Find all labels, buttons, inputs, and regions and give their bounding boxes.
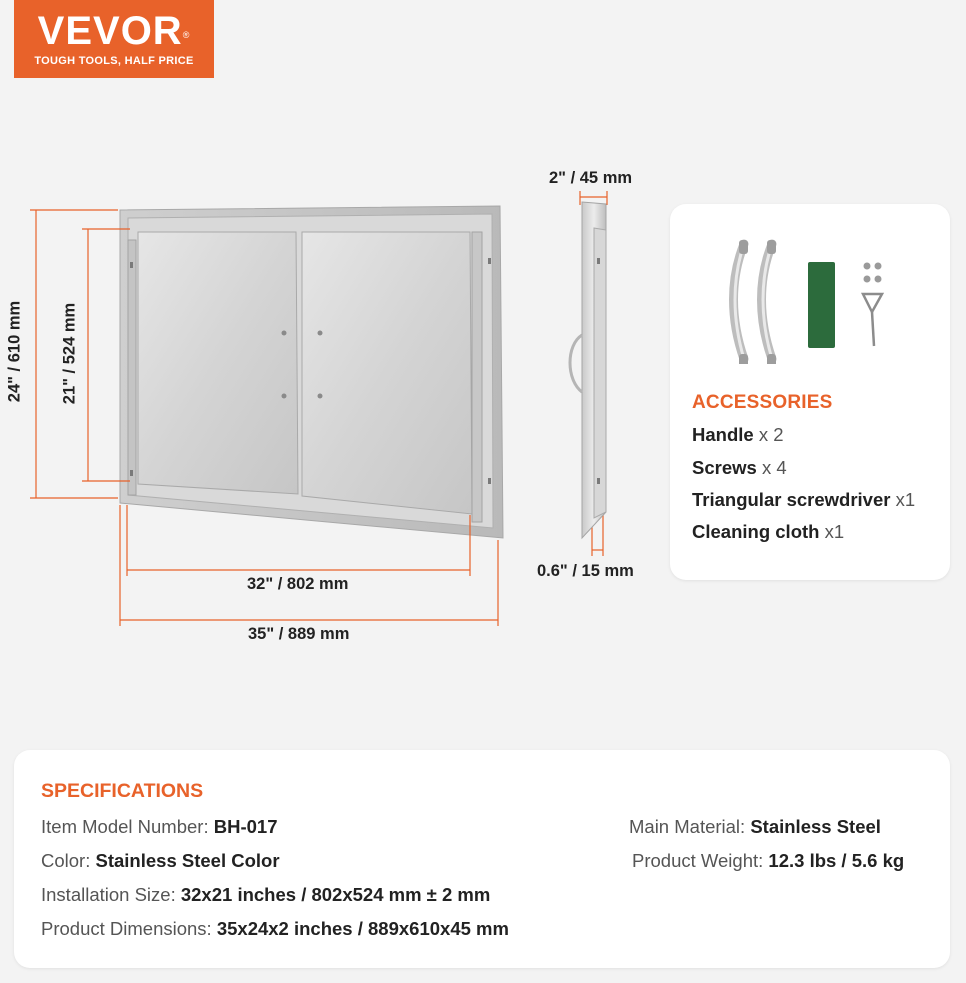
brand-tagline: TOUGH TOOLS, HALF PRICE xyxy=(34,55,194,67)
outer-height-label: 24" / 610 mm xyxy=(5,300,24,403)
accessory-item: Cleaning cloth x1 xyxy=(692,521,845,542)
accessory-item: Screws x 4 xyxy=(692,457,787,478)
spec-row: Item Model Number: BH-017 xyxy=(41,816,278,837)
spec-row: Product Weight: 12.3 lbs / 5.6 kg xyxy=(632,850,905,871)
accessory-item: Triangular screwdriver x1 xyxy=(692,489,916,510)
specifications-card xyxy=(14,750,950,968)
registered-mark: ® xyxy=(182,30,191,40)
depth-label: 2" / 45 mm xyxy=(549,169,633,187)
spec-row: Product Dimensions: 35x24x2 inches / 889x610x45 mm xyxy=(41,918,509,939)
inner-height-label: 21" / 524 mm xyxy=(60,302,79,405)
side-view xyxy=(570,202,606,538)
spec-row: Color: Stainless Steel Color xyxy=(41,850,280,871)
front-view xyxy=(120,206,503,538)
accessory-item: Handle x 2 xyxy=(692,424,784,445)
brand-name: VEVOR xyxy=(37,9,183,53)
handle-icon xyxy=(734,240,749,364)
cleaning-cloth-icon xyxy=(808,262,835,348)
specifications-title: SPECIFICATIONS xyxy=(41,780,204,802)
screwdriver-icon xyxy=(863,294,882,346)
accessories-image xyxy=(670,204,950,364)
handle-icon xyxy=(762,240,777,364)
outer-width-label: 35" / 889 mm xyxy=(248,625,350,643)
screws-icon xyxy=(864,263,882,283)
accessories-card xyxy=(670,204,950,580)
accessories-title: ACCESSORIES xyxy=(692,392,833,413)
inner-width-label: 32" / 802 mm xyxy=(247,575,349,593)
flange-label: 0.6" / 15 mm xyxy=(537,562,634,580)
spec-row: Main Material: Stainless Steel xyxy=(629,816,881,837)
spec-row: Installation Size: 32x21 inches / 802x524 mm ± 2 mm xyxy=(41,884,491,905)
